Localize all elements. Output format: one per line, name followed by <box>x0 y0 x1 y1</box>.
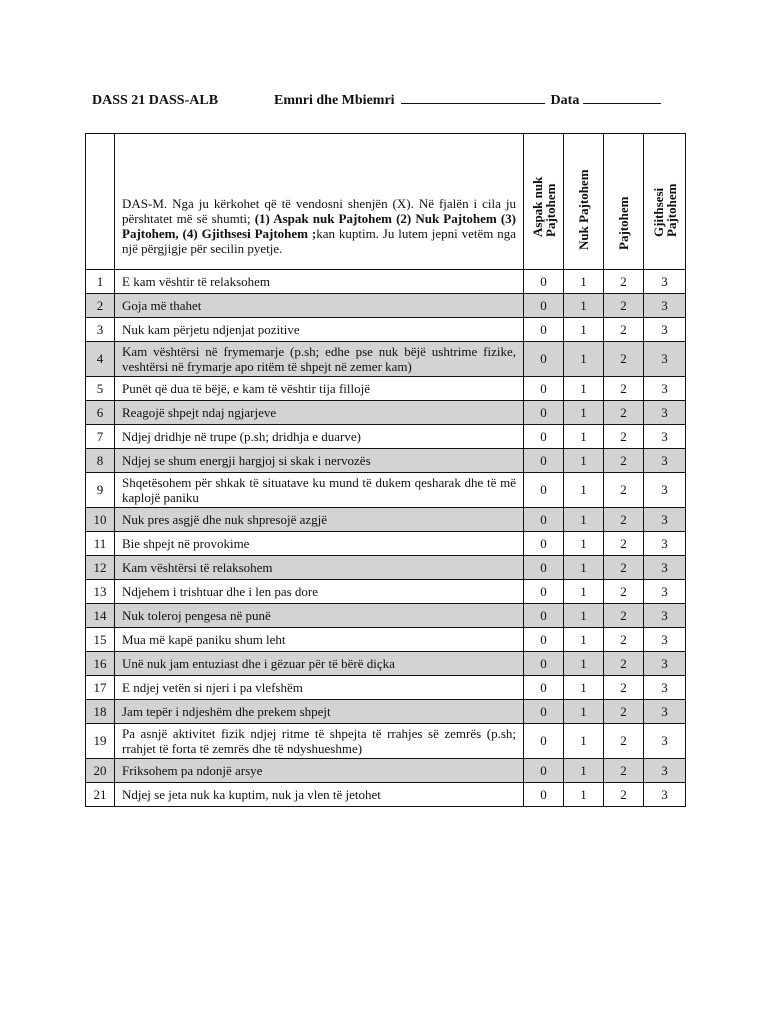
score-option-2[interactable]: 2 <box>604 425 644 449</box>
table-row <box>86 425 686 449</box>
score-option-3[interactable]: 3 <box>644 425 686 449</box>
date-field-line[interactable] <box>583 92 661 104</box>
column-header-0 <box>524 134 564 270</box>
item-text: Bie shpejt në provokime <box>115 532 524 556</box>
item-number: 19 <box>86 724 115 759</box>
table-row <box>86 342 686 377</box>
score-option-0[interactable]: 0 <box>524 270 564 294</box>
score-option-2[interactable]: 2 <box>604 342 644 377</box>
item-number: 21 <box>86 783 115 807</box>
item-text: Goja më thahet <box>115 294 524 318</box>
score-option-2[interactable]: 2 <box>604 270 644 294</box>
score-option-0[interactable]: 0 <box>524 425 564 449</box>
score-option-1[interactable]: 1 <box>564 473 604 508</box>
score-option-1[interactable]: 1 <box>564 604 604 628</box>
table-row <box>86 508 686 532</box>
score-option-0[interactable]: 0 <box>524 604 564 628</box>
score-option-0[interactable]: 0 <box>524 473 564 508</box>
score-option-2[interactable]: 2 <box>604 783 644 807</box>
score-option-1[interactable]: 1 <box>564 532 604 556</box>
score-option-3[interactable]: 3 <box>644 294 686 318</box>
header-num-cell <box>86 134 115 270</box>
score-option-0[interactable]: 0 <box>524 580 564 604</box>
column-header-2 <box>604 134 644 270</box>
form-title: DASS 21 DASS-ALB <box>92 93 219 108</box>
score-option-3[interactable]: 3 <box>644 700 686 724</box>
score-option-1[interactable]: 1 <box>564 425 604 449</box>
score-option-3[interactable]: 3 <box>644 270 686 294</box>
score-option-3[interactable]: 3 <box>644 401 686 425</box>
item-number: 16 <box>86 652 115 676</box>
item-text: Jam tepër i ndjeshëm dhe prekem shpejt <box>115 700 524 724</box>
score-option-0[interactable]: 0 <box>524 342 564 377</box>
table-row <box>86 759 686 783</box>
score-option-2[interactable]: 2 <box>604 473 644 508</box>
score-option-3[interactable]: 3 <box>644 724 686 759</box>
item-text: E kam vështir të relaksohem <box>115 270 524 294</box>
score-option-2[interactable]: 2 <box>604 628 644 652</box>
table-row <box>86 270 686 294</box>
table-row <box>86 604 686 628</box>
item-text: Pa asnjë aktivitet fizik ndjej ritme të shpejta të rrahjes së zemrës (p.sh; rrahjet të forta të zemrës dhe të ndyshueshme) <box>115 724 524 759</box>
item-text: Shqetësohem për shkak të situatave ku mund të dukem qesharak dhe të më kaplojë paniku <box>115 473 524 508</box>
column-header-0-line2: Pajtohem <box>542 183 558 237</box>
item-text: Punët që dua të bëjë, e kam të vështir tija fillojë <box>115 377 524 401</box>
item-number: 18 <box>86 700 115 724</box>
item-number: 11 <box>86 532 115 556</box>
item-number: 8 <box>86 449 115 473</box>
score-option-0[interactable]: 0 <box>524 556 564 580</box>
name-label: Emnri dhe Mbiemri <box>274 93 395 108</box>
score-option-0[interactable]: 0 <box>524 652 564 676</box>
score-option-1[interactable]: 1 <box>564 700 604 724</box>
score-option-2[interactable]: 2 <box>604 532 644 556</box>
score-option-1[interactable]: 1 <box>564 294 604 318</box>
item-text: Ndjej se shum energji hargjoj si skak i nervozës <box>115 449 524 473</box>
score-option-1[interactable]: 1 <box>564 783 604 807</box>
score-option-1[interactable]: 1 <box>564 759 604 783</box>
score-option-3[interactable]: 3 <box>644 676 686 700</box>
score-option-2[interactable]: 2 <box>604 580 644 604</box>
score-option-0[interactable]: 0 <box>524 676 564 700</box>
item-text: Ndjej dridhje në trupe (p.sh; dridhja e duarve) <box>115 425 524 449</box>
score-option-2[interactable]: 2 <box>604 377 644 401</box>
score-option-0[interactable]: 0 <box>524 532 564 556</box>
score-option-3[interactable]: 3 <box>644 652 686 676</box>
score-option-1[interactable]: 1 <box>564 724 604 759</box>
score-option-2[interactable]: 2 <box>604 294 644 318</box>
score-option-3[interactable]: 3 <box>644 580 686 604</box>
score-option-1[interactable]: 1 <box>564 270 604 294</box>
instructions-cell <box>115 134 524 270</box>
score-option-2[interactable]: 2 <box>604 759 644 783</box>
item-text: Nuk toleroj pengesa në punë <box>115 604 524 628</box>
score-option-0[interactable]: 0 <box>524 759 564 783</box>
score-option-1[interactable]: 1 <box>564 580 604 604</box>
item-number: 6 <box>86 401 115 425</box>
table-row <box>86 556 686 580</box>
item-number: 17 <box>86 676 115 700</box>
score-option-1[interactable]: 1 <box>564 318 604 342</box>
table-row <box>86 700 686 724</box>
score-option-3[interactable]: 3 <box>644 473 686 508</box>
score-option-0[interactable]: 0 <box>524 783 564 807</box>
score-option-2[interactable]: 2 <box>604 700 644 724</box>
item-text: Friksohem pa ndonjë arsye <box>115 759 524 783</box>
form-header <box>92 92 692 109</box>
score-option-2[interactable]: 2 <box>604 676 644 700</box>
table-row <box>86 580 686 604</box>
item-number: 4 <box>86 342 115 377</box>
dass-questionnaire-table <box>85 133 686 807</box>
table-row <box>86 724 686 759</box>
item-number: 10 <box>86 508 115 532</box>
score-option-3[interactable]: 3 <box>644 556 686 580</box>
score-option-0[interactable]: 0 <box>524 449 564 473</box>
score-option-0[interactable]: 0 <box>524 724 564 759</box>
column-header-0-line1: Aspak nuk <box>529 176 545 237</box>
date-label: Data <box>550 93 580 108</box>
score-option-2[interactable]: 2 <box>604 652 644 676</box>
item-number: 14 <box>86 604 115 628</box>
item-text: Nuk kam përjetu ndjenjat pozitive <box>115 318 524 342</box>
score-option-2[interactable]: 2 <box>604 556 644 580</box>
score-option-0[interactable]: 0 <box>524 318 564 342</box>
item-text: Reagojë shpejt ndaj ngjarjeve <box>115 401 524 425</box>
score-option-0[interactable]: 0 <box>524 377 564 401</box>
item-text: Ndjehem i trishtuar dhe i len pas dore <box>115 580 524 604</box>
column-header-3 <box>644 134 686 270</box>
score-option-2[interactable]: 2 <box>604 318 644 342</box>
table-row <box>86 783 686 807</box>
item-text: E ndjej vetën si njeri i pa vlefshëm <box>115 676 524 700</box>
column-header-3-line2: Pajtohem <box>663 183 679 237</box>
score-option-1[interactable]: 1 <box>564 342 604 377</box>
score-option-1[interactable]: 1 <box>564 377 604 401</box>
table-row <box>86 401 686 425</box>
score-option-3[interactable]: 3 <box>644 628 686 652</box>
item-text: Ndjej se jeta nuk ka kuptim, nuk ja vlen të jetohet <box>115 783 524 807</box>
column-header-2-line1: Pajtohem <box>615 196 631 250</box>
table-row <box>86 449 686 473</box>
item-text: Unë nuk jam entuziast dhe i gëzuar për të bërë diçka <box>115 652 524 676</box>
table-row <box>86 532 686 556</box>
score-option-0[interactable]: 0 <box>524 700 564 724</box>
score-option-0[interactable]: 0 <box>524 628 564 652</box>
table-row <box>86 628 686 652</box>
table-header-row <box>86 134 686 270</box>
table-row <box>86 318 686 342</box>
table-row <box>86 294 686 318</box>
score-option-2[interactable]: 2 <box>604 449 644 473</box>
item-number: 5 <box>86 377 115 401</box>
score-option-1[interactable]: 1 <box>564 676 604 700</box>
column-header-1-line1: Nuk Pajtohem <box>575 169 591 250</box>
score-option-2[interactable]: 2 <box>604 724 644 759</box>
score-option-0[interactable]: 0 <box>524 508 564 532</box>
score-option-1[interactable]: 1 <box>564 401 604 425</box>
item-number: 13 <box>86 580 115 604</box>
item-number: 9 <box>86 473 115 508</box>
item-number: 20 <box>86 759 115 783</box>
score-option-3[interactable]: 3 <box>644 604 686 628</box>
score-option-2[interactable]: 2 <box>604 508 644 532</box>
item-number: 15 <box>86 628 115 652</box>
score-option-1[interactable]: 1 <box>564 508 604 532</box>
score-option-1[interactable]: 1 <box>564 556 604 580</box>
item-text: Nuk pres asgjë dhe nuk shpresojë azgjë <box>115 508 524 532</box>
item-text: Kam vështërsi në frymemarje (p.sh; edhe pse nuk bëjë ushtrime fizike, veshtërsi në frymarje apo ritëm të shpejt në zemer kam) <box>115 342 524 377</box>
instructions-scale: (1) Aspak nuk Pajtohem (2) Nuk Pajtohem (3) Pajtohem, (4) Gjithsesi Pajtohem ; <box>122 211 516 241</box>
item-number: 3 <box>86 318 115 342</box>
item-number: 7 <box>86 425 115 449</box>
score-option-3[interactable]: 3 <box>644 377 686 401</box>
score-option-2[interactable]: 2 <box>604 604 644 628</box>
instructions-text-2: kan kuptim. Ju lutem jepni vetëm nga një përgjigje për secilin pyetje. <box>122 226 516 256</box>
instructions-text-1: DAS-M. Nga ju kërkohet që të vendosni shenjën (X). Në fjalën i cila ju përshtatet më së shumti; <box>122 196 516 226</box>
table-row <box>86 652 686 676</box>
score-option-3[interactable]: 3 <box>644 783 686 807</box>
score-option-2[interactable]: 2 <box>604 401 644 425</box>
score-option-3[interactable]: 3 <box>644 759 686 783</box>
table-row <box>86 676 686 700</box>
item-text: Mua më kapë paniku shum leht <box>115 628 524 652</box>
score-option-3[interactable]: 3 <box>644 318 686 342</box>
score-option-1[interactable]: 1 <box>564 449 604 473</box>
score-option-3[interactable]: 3 <box>644 508 686 532</box>
score-option-3[interactable]: 3 <box>644 532 686 556</box>
item-number: 12 <box>86 556 115 580</box>
table-row <box>86 473 686 508</box>
score-option-3[interactable]: 3 <box>644 449 686 473</box>
item-text: Kam vështërsi të relaksohem <box>115 556 524 580</box>
score-option-1[interactable]: 1 <box>564 628 604 652</box>
column-header-3-line1: Gjithsesi <box>650 187 666 237</box>
score-option-3[interactable]: 3 <box>644 342 686 377</box>
column-header-1 <box>564 134 604 270</box>
name-field-line[interactable] <box>401 92 545 104</box>
item-number: 1 <box>86 270 115 294</box>
score-option-0[interactable]: 0 <box>524 401 564 425</box>
score-option-0[interactable]: 0 <box>524 294 564 318</box>
score-option-1[interactable]: 1 <box>564 652 604 676</box>
table-row <box>86 377 686 401</box>
item-number: 2 <box>86 294 115 318</box>
